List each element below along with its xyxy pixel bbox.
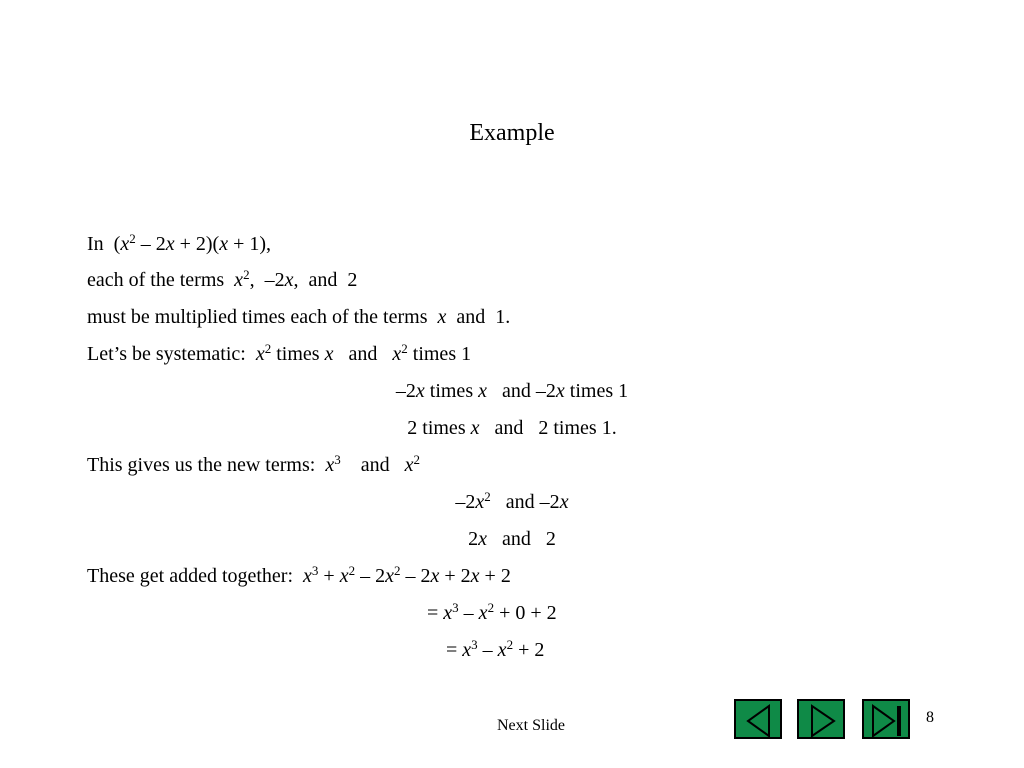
math-text: – 2 [135, 233, 166, 255]
math-text: and –2 [487, 380, 556, 402]
exponent: 3 [452, 600, 459, 615]
math-variable: x [303, 565, 312, 587]
math-line-6 [0, 416, 1024, 440]
math-variable: x [392, 343, 402, 365]
math-text: + [318, 565, 340, 587]
math-text: = [427, 602, 444, 624]
math-variable: x [234, 269, 244, 291]
math-variable: x [497, 639, 507, 661]
math-variable: x [284, 269, 294, 291]
math-variable: x [339, 565, 349, 587]
math-variable: x [324, 343, 334, 365]
next-slide-link[interactable]: Next Slide [497, 717, 565, 734]
last-slide-icon [864, 701, 912, 741]
math-variable: x [415, 380, 425, 402]
math-line-1 [87, 232, 271, 256]
math-text: times 1 [564, 380, 629, 402]
math-text: + 0 + 2 [494, 602, 557, 624]
math-text: –2 [455, 491, 476, 513]
math-text: and [333, 343, 393, 365]
exponent: 3 [311, 563, 319, 578]
exponent: 3 [471, 637, 478, 652]
math-text: = [446, 639, 463, 661]
math-text: + 2 [479, 565, 511, 587]
math-variable: x [437, 306, 447, 328]
math-text: 2 [468, 528, 479, 550]
math-variable: x [462, 639, 472, 661]
slide-title: Example [469, 120, 555, 146]
exponent: 2 [487, 600, 495, 615]
exponent: 2 [484, 489, 491, 504]
last-slide-button[interactable] [862, 699, 910, 739]
math-variable: x [559, 491, 569, 513]
math-variable: x [475, 491, 485, 513]
exponent: 2 [506, 637, 514, 652]
math-text: 2 times [407, 417, 471, 439]
exponent: 2 [348, 563, 356, 578]
math-variable: x [478, 528, 487, 550]
math-text: Let’s be systematic: [87, 343, 256, 365]
math-text: and –2 [490, 491, 560, 513]
math-line-7 [87, 453, 420, 477]
exponent: 2 [393, 563, 401, 578]
math-text: and 2 times 1. [479, 417, 617, 439]
exponent: 2 [129, 231, 136, 246]
previous-triangle-icon [736, 701, 784, 741]
math-line-3 [87, 305, 510, 329]
exponent: 2 [264, 341, 272, 356]
math-variable: x [478, 602, 488, 624]
math-line-4 [87, 342, 471, 366]
exponent: 3 [334, 452, 341, 467]
math-text: each of the terms [87, 269, 235, 291]
math-text: times [271, 343, 325, 365]
math-variable: x [165, 233, 175, 255]
math-text: – 2 [400, 565, 431, 587]
math-variable: x [255, 343, 265, 365]
math-variable: x [120, 233, 130, 255]
previous-slide-button[interactable] [734, 699, 782, 739]
math-text: times 1 [407, 343, 472, 365]
math-text: and 1. [446, 306, 511, 328]
math-text: + 2 [439, 565, 471, 587]
math-text: + 1), [228, 233, 272, 255]
math-variable: x [219, 233, 229, 255]
math-text: and 2 [487, 528, 556, 550]
math-text: , –2 [249, 269, 285, 291]
math-variable: x [404, 454, 414, 476]
math-variable: x [385, 565, 394, 587]
math-text: In ( [87, 233, 121, 255]
math-text: – [458, 602, 479, 624]
math-text: and [340, 454, 405, 476]
math-variable: x [443, 602, 453, 624]
math-text: must be multiplied times each of the terms [87, 306, 438, 328]
math-text: + 2)( [174, 233, 220, 255]
math-line-10 [87, 564, 511, 588]
math-line-2 [87, 268, 357, 292]
math-text: These get added together: [87, 565, 304, 587]
next-triangle-icon [799, 701, 847, 741]
math-text: This gives us the new terms: [87, 454, 326, 476]
math-variable: x [478, 380, 487, 402]
math-variable: x [470, 417, 480, 439]
math-line-8 [0, 490, 1024, 514]
math-line-12 [446, 638, 544, 662]
math-text: + 2 [513, 639, 545, 661]
math-text: –2 [395, 380, 416, 402]
math-line-5 [0, 379, 1024, 403]
exponent: 2 [401, 341, 408, 356]
exponent: 2 [413, 452, 420, 467]
math-variable: x [555, 380, 565, 402]
page-number: 8 [926, 709, 934, 726]
math-line-9 [0, 527, 1024, 551]
math-text: , and 2 [293, 269, 358, 291]
next-slide-button[interactable] [797, 699, 845, 739]
math-variable: x [430, 565, 440, 587]
math-text: – [477, 639, 498, 661]
math-text: times [424, 380, 479, 402]
math-text: – 2 [355, 565, 386, 587]
math-line-11 [427, 601, 557, 625]
exponent: 2 [243, 267, 250, 282]
math-variable: x [470, 565, 480, 587]
math-variable: x [325, 454, 335, 476]
